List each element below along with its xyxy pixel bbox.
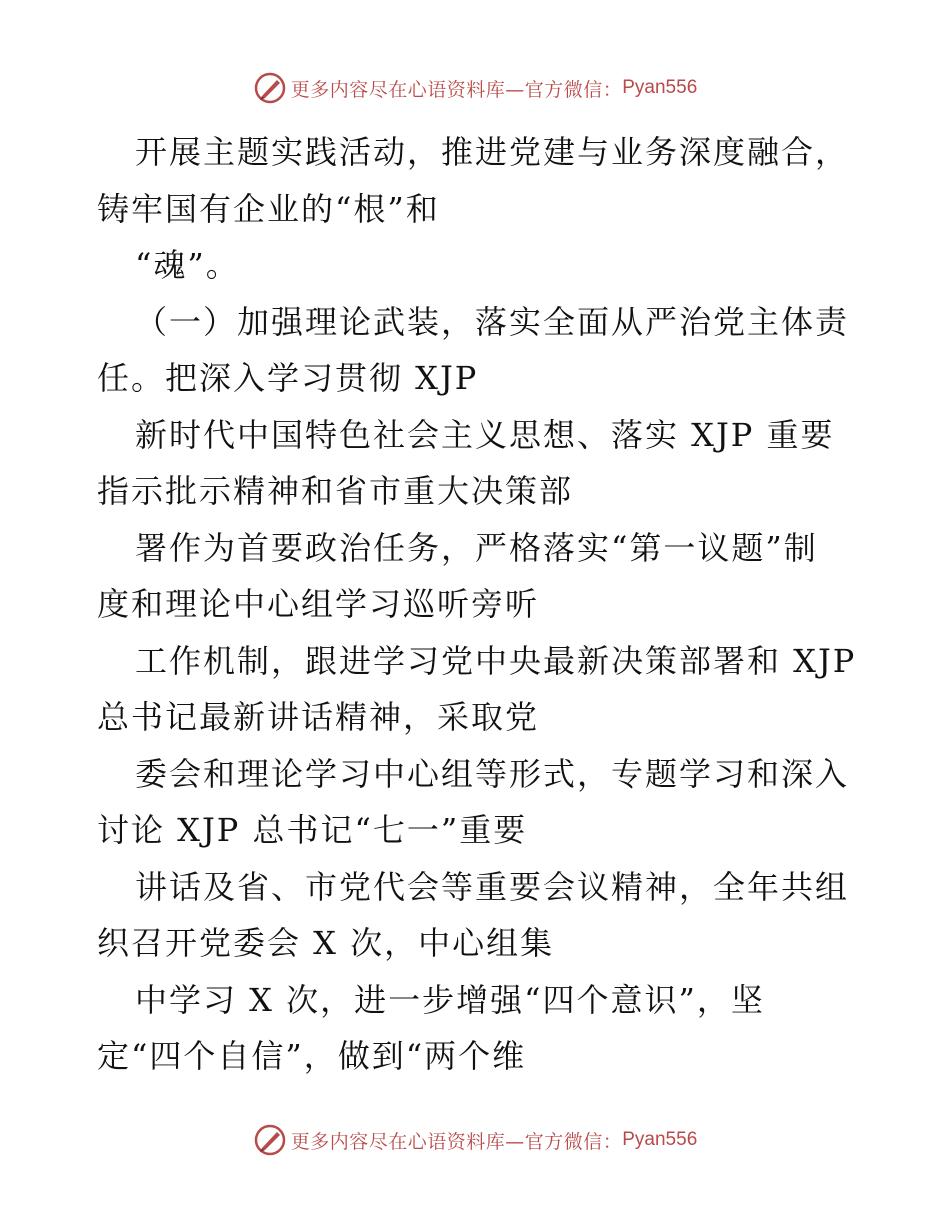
body-line: 中学习 X 次，进一步增强“四个意识”，坚 bbox=[135, 980, 765, 1019]
body-line: 署作为首要政治任务，严格落实“第一议题”制 bbox=[135, 528, 818, 567]
header-watermark-banner bbox=[0, 68, 950, 108]
body-line: 指示批示精神和省市重大决策部 bbox=[97, 472, 574, 510]
section-heading-line: （一）加强理论武装，落实全面从严治党主体责 bbox=[135, 302, 850, 341]
body-line: 委会和理论学习中心组等形式，专题学习和深入 bbox=[135, 754, 850, 793]
body-line: 织召开党委会 X 次，中心组集 bbox=[97, 924, 555, 962]
body-line: 任。把深入学习贯彻 XJP bbox=[97, 359, 479, 397]
header-banner-text: 更多内容尽在心语资料库—官方微信： bbox=[290, 78, 623, 101]
body-line: 新时代中国特色社会主义思想、落实 XJP 重要 bbox=[135, 415, 835, 454]
body-line: 铸牢国有企业的“根”和 bbox=[97, 189, 440, 228]
pen-logo-icon bbox=[253, 1123, 287, 1157]
document-body bbox=[97, 124, 857, 1085]
body-line: 工作机制，跟进学习党中央最新决策部署和 XJP bbox=[135, 641, 857, 680]
body-line: 开展主题实践活动，推进党建与业务深度融合， bbox=[135, 133, 850, 171]
body-line: 讨论 XJP 总书记“七一”重要 bbox=[97, 811, 528, 849]
header-banner-wechat-id: Pyan556 bbox=[622, 77, 698, 98]
footer-banner-text: 更多内容尽在心语资料库—官方微信： bbox=[290, 1130, 623, 1153]
body-line: 总书记最新讲话精神，采取党 bbox=[97, 698, 540, 736]
body-line: “魂”。 bbox=[135, 246, 240, 284]
body-line: 定“四个自信”，做到“两个维 bbox=[97, 1037, 527, 1075]
pen-logo-icon bbox=[253, 71, 287, 105]
body-line: 度和理论中心组学习巡听旁听 bbox=[97, 585, 540, 623]
body-line: 讲话及省、市党代会等重要会议精神，全年共组 bbox=[135, 867, 850, 906]
footer-banner-wechat-id: Pyan556 bbox=[622, 1129, 698, 1150]
footer-watermark-banner bbox=[0, 1120, 950, 1160]
